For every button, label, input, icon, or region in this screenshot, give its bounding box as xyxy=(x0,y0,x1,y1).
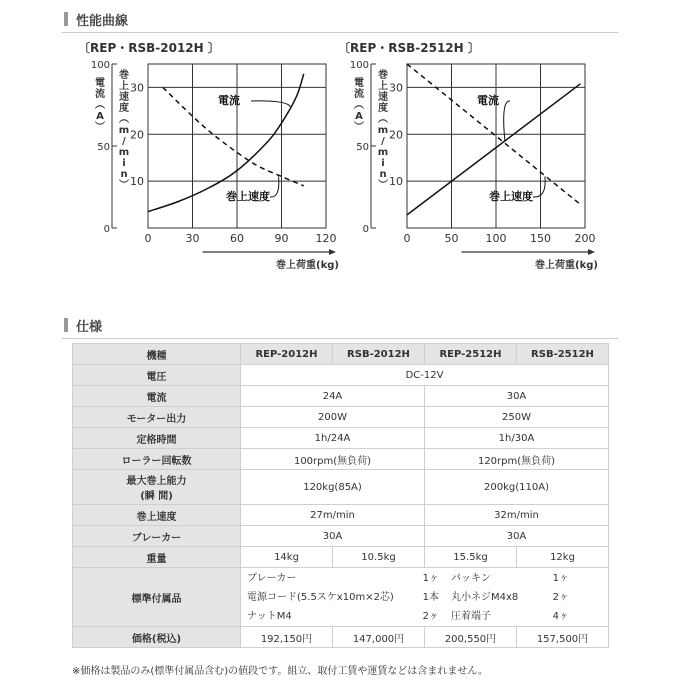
table-cell: 120kg(85A) xyxy=(241,470,425,505)
right-axis-title-char: 度 xyxy=(378,103,388,114)
accessory-qty: 2ヶ xyxy=(422,610,439,622)
price-cell: 147,000円 xyxy=(333,627,425,648)
right-axis-title-char: m xyxy=(377,125,389,136)
right-axis-title xyxy=(119,68,129,191)
left-axis-title-char: 流 xyxy=(354,89,364,100)
table-cell: 14kg xyxy=(241,547,333,568)
x-tick-label: 0 xyxy=(403,232,411,245)
table-cell: 1h/30A xyxy=(425,428,609,449)
right-axis-title-char: / xyxy=(122,136,126,147)
right-axis-title-char: i xyxy=(122,158,126,169)
table-cell: DC-12V xyxy=(241,365,609,386)
spec-header-row xyxy=(73,344,609,365)
left-axis-title xyxy=(95,76,105,133)
row-label: モーター出力 xyxy=(73,407,241,428)
accessories-row xyxy=(73,568,609,627)
model-column-header: RSB-2012H xyxy=(333,344,425,365)
left-axis-title-char: 電 xyxy=(354,78,364,89)
accessory-qty: 1ヶ xyxy=(422,572,439,584)
table-cell: 200kg(110A) xyxy=(425,470,609,505)
accessory-name: 電源コード(5.5スケx10m×2芯) xyxy=(247,591,394,603)
model-column-header: RSB-2512H xyxy=(517,344,609,365)
speed-series-label: 巻上速度 xyxy=(226,190,270,203)
right-axis-title-char: i xyxy=(381,158,385,169)
left-axis-title xyxy=(354,76,364,133)
right-axis-title-char: 速 xyxy=(119,92,129,103)
x-tick-label: 60 xyxy=(230,232,244,245)
speed-tick-label: 10 xyxy=(389,175,403,189)
x-tick-label: 200 xyxy=(574,232,596,245)
x-tick-label: 0 xyxy=(144,232,152,245)
model-header: 機種 xyxy=(73,344,241,365)
table-cell: 32m/min xyxy=(425,505,609,526)
table-cell: 27m/min xyxy=(241,505,425,526)
table-row xyxy=(73,505,609,526)
speed-tick-label: 30 xyxy=(389,81,403,95)
speed-leader-line xyxy=(270,176,279,197)
current-leader-line xyxy=(251,101,290,107)
x-tick-label: 120 xyxy=(315,232,337,245)
speed-tick-label: 10 xyxy=(130,175,144,189)
x-tick-label: 150 xyxy=(530,232,551,245)
right-axis-title-char: ︵ xyxy=(378,114,388,125)
row-label: 巻上速度 xyxy=(73,505,241,526)
chart-title: 〔REP・RSB-2012H 〕 xyxy=(78,41,220,55)
spec-section-title: 仕様 xyxy=(76,320,103,335)
left-axis-title-char: ︵ xyxy=(95,100,105,111)
table-row xyxy=(73,449,609,470)
x-tick-label: 50 xyxy=(444,232,459,245)
accessory-qty: 1本 xyxy=(422,591,439,603)
x-axis-arrowhead xyxy=(329,249,336,255)
left-tick-label: 100 xyxy=(349,60,369,71)
accessory-name: 丸小ネジM4x8 xyxy=(451,591,519,603)
accessories-cell xyxy=(241,568,609,627)
left-tick-label: 50 xyxy=(356,142,369,153)
speed-tick-label: 20 xyxy=(389,128,403,142)
left-tick-label: 50 xyxy=(97,142,110,153)
row-label: ブレーカー xyxy=(73,526,241,547)
left-axis-title-char: ︶ xyxy=(354,122,364,133)
left-axis-title-char: A xyxy=(96,111,104,122)
performance-charts xyxy=(0,0,682,300)
row-label: ローラー回転数 xyxy=(73,449,241,470)
section-marker xyxy=(64,318,68,332)
left-tick-label: 0 xyxy=(362,224,369,235)
table-cell: 200W xyxy=(241,407,425,428)
speed-series-label: 巻上速度 xyxy=(489,190,533,203)
table-cell: 250W xyxy=(425,407,609,428)
price-cell: 200,550円 xyxy=(425,627,517,648)
left-tick-label: 100 xyxy=(90,60,110,71)
speed-leader-line xyxy=(533,176,545,197)
row-label: 電圧 xyxy=(73,365,241,386)
table-row xyxy=(73,428,609,449)
chart-1 xyxy=(78,40,339,271)
right-axis-title-char: m xyxy=(118,125,130,136)
current-leader-line xyxy=(504,101,510,141)
table-cell: 30A xyxy=(241,526,425,547)
table-cell: 30A xyxy=(425,386,609,407)
table-cell: 15.5kg xyxy=(425,547,517,568)
current-series-label: 電流 xyxy=(477,94,499,107)
right-axis-title-char: n xyxy=(379,169,387,180)
right-axis-title-char: m xyxy=(118,147,130,158)
table-row xyxy=(73,547,609,568)
table-cell: 24A xyxy=(241,386,425,407)
table-cell: 100rpm(無負荷) xyxy=(241,449,425,470)
accessory-name: ブレーカー xyxy=(247,572,297,584)
row-label: 最大巻上能力 (瞬 間) xyxy=(73,470,241,505)
right-axis-title-char: ︶ xyxy=(119,180,129,191)
row-label: 価格(税込) xyxy=(73,627,241,648)
performance-section-title: 性能曲線 xyxy=(76,14,129,29)
right-axis-title-char: m xyxy=(377,147,389,158)
accessory-qty: 4ヶ xyxy=(552,610,569,622)
spec-section-header xyxy=(62,314,618,339)
right-axis-title-char: 上 xyxy=(378,81,388,92)
row-label: 標準付属品 xyxy=(73,568,241,627)
speed-tick-label: 30 xyxy=(130,81,144,95)
x-tick-label: 30 xyxy=(185,232,200,245)
left-axis-title-char: ︵ xyxy=(354,100,364,111)
accessory-name: ナットM4 xyxy=(247,610,292,622)
right-axis-title-char: 巻 xyxy=(119,70,129,81)
table-cell: 12kg xyxy=(517,547,609,568)
left-axis-title-char: A xyxy=(355,111,363,122)
table-cell: 10.5kg xyxy=(333,547,425,568)
right-axis-title-char: 上 xyxy=(119,81,129,92)
price-row xyxy=(73,627,609,648)
table-row xyxy=(73,470,609,505)
speed-tick-label: 20 xyxy=(130,128,144,142)
row-label: 電流 xyxy=(73,386,241,407)
table-cell: 30A xyxy=(425,526,609,547)
x-axis-title: 巻上荷重(kg) xyxy=(276,260,339,271)
table-row xyxy=(73,526,609,547)
table-row xyxy=(73,407,609,428)
left-axis-title-char: 流 xyxy=(95,89,105,100)
right-axis-title-char: 度 xyxy=(119,103,129,114)
price-cell: 157,500円 xyxy=(517,627,609,648)
left-axis-title-char: 電 xyxy=(95,78,105,89)
price-note: ※価格は製品のみ(標準付属品含む)の値段です。組立、取付工賃や運賃などは含まれません。 xyxy=(72,666,488,677)
accessory-qty: 1ヶ xyxy=(552,572,569,584)
x-tick-label: 90 xyxy=(274,232,289,245)
row-label: 重量 xyxy=(73,547,241,568)
current-series-label: 電流 xyxy=(218,94,240,107)
x-axis-title: 巻上荷重(kg) xyxy=(535,260,598,271)
left-tick-label: 0 xyxy=(103,224,110,235)
right-axis-title-char: ︶ xyxy=(378,180,388,191)
accessory-qty: 2ヶ xyxy=(552,591,569,603)
right-axis-title-char: / xyxy=(381,136,385,147)
spec-table xyxy=(72,343,609,648)
table-row xyxy=(73,365,609,386)
accessory-name: 圧着端子 xyxy=(451,610,491,622)
accessory-name: パッキン xyxy=(451,572,491,584)
table-row xyxy=(73,386,609,407)
right-axis-title-char: 速 xyxy=(378,92,388,103)
table-cell: 120rpm(無負荷) xyxy=(425,449,609,470)
right-axis-title-char: n xyxy=(120,169,128,180)
model-column-header: REP-2012H xyxy=(241,344,333,365)
right-axis-title-char: ︵ xyxy=(119,114,129,125)
right-axis-title-char: 巻 xyxy=(378,70,388,81)
model-column-header: REP-2512H xyxy=(425,344,517,365)
row-label: 定格時間 xyxy=(73,428,241,449)
x-axis-arrowhead xyxy=(588,249,595,255)
price-cell: 192,150円 xyxy=(241,627,333,648)
left-axis-title-char: ︶ xyxy=(95,122,105,133)
chart-title: 〔REP・RSB-2512H 〕 xyxy=(338,41,480,55)
right-axis-title xyxy=(378,68,388,191)
accessories-list xyxy=(241,569,608,626)
table-cell: 1h/24A xyxy=(241,428,425,449)
x-tick-label: 100 xyxy=(485,232,507,245)
